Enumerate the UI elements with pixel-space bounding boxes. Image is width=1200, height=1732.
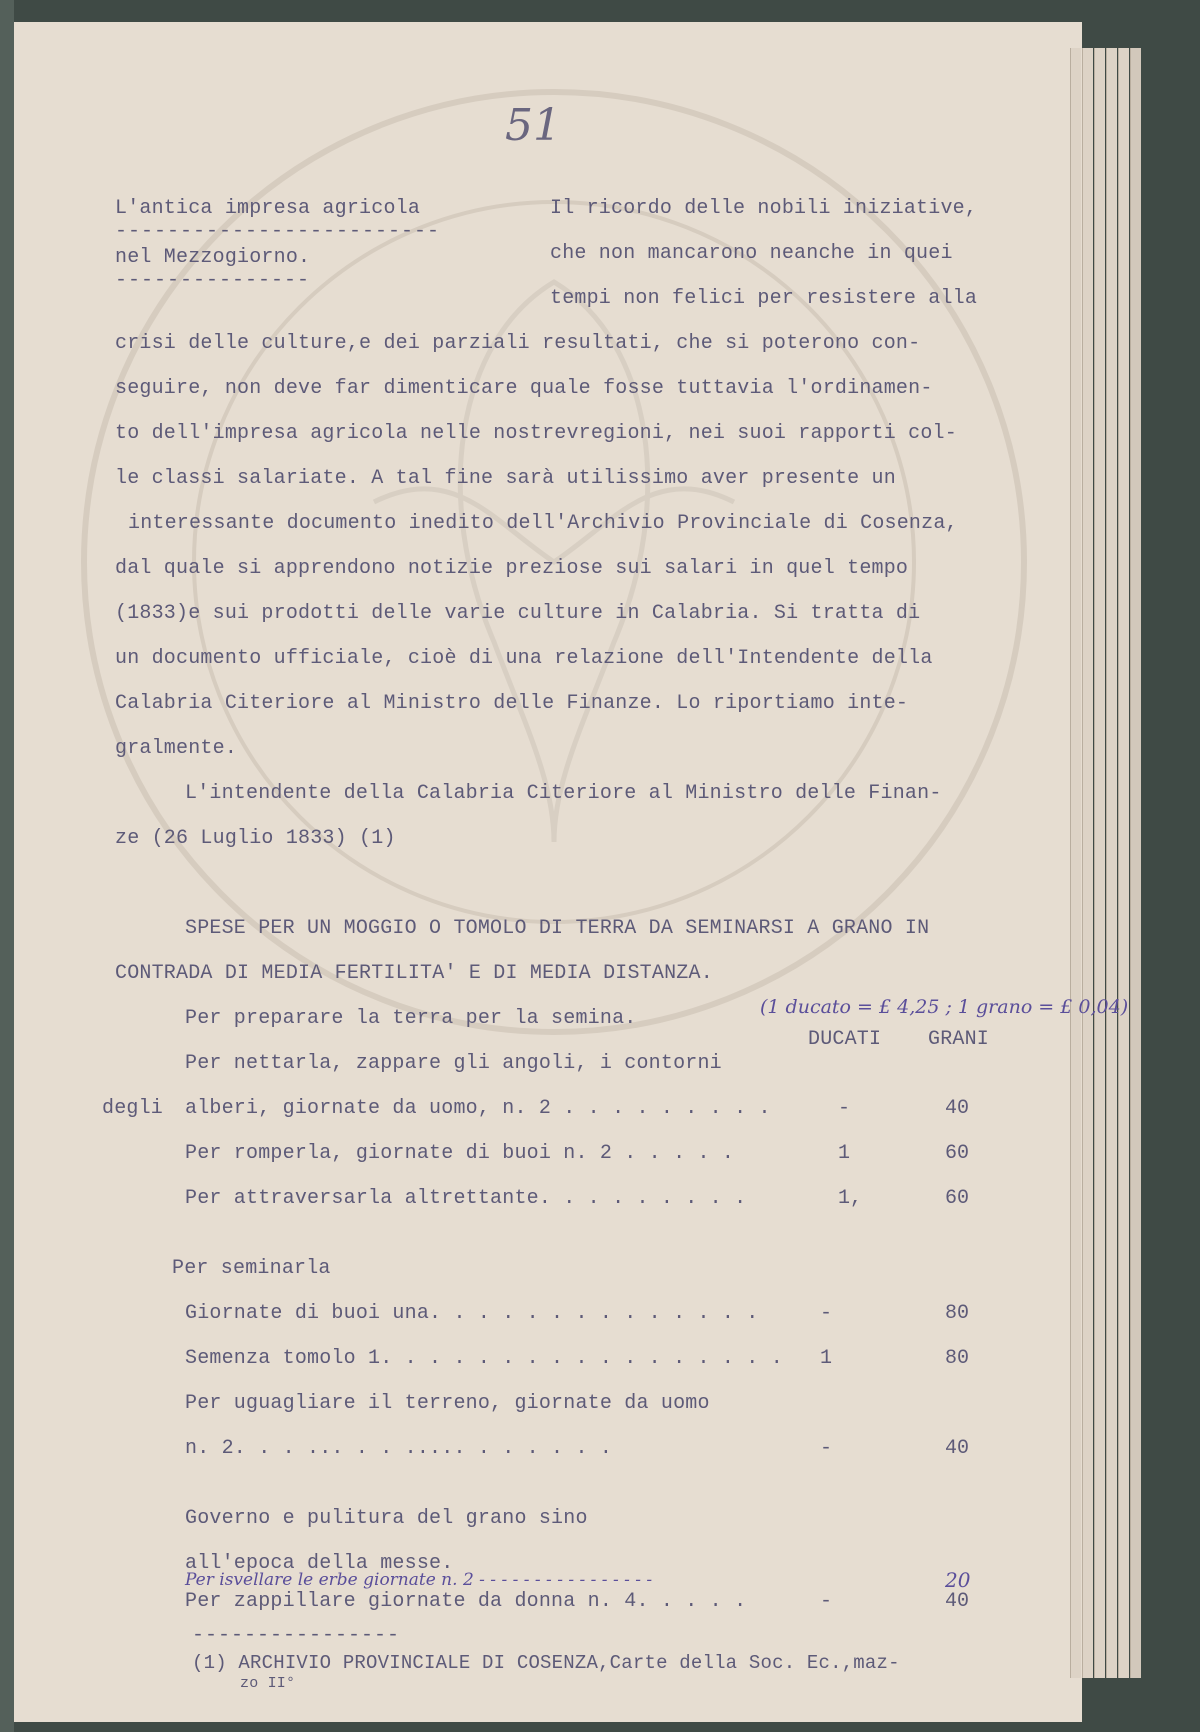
paragraph-line: un documento ufficiale, cioè di una relazione dell'Intendente della [115,647,933,670]
table-row-text: Per seminarla [172,1257,331,1280]
table-row-ducati: - [820,1590,833,1613]
footnote-rule: ---------------- [192,1624,401,1647]
table-row-text: all'epoca della messe. [185,1552,454,1575]
table-row-text: n. 2. . . ... . . ..... . . . . . . [185,1437,613,1460]
header-line-1: L'antica impresa agricola [115,197,421,220]
header-underline-1: ------------------------- [115,220,441,243]
paragraph-line: Calabria Citeriore al Ministro delle Finanze. Lo riportiamo inte- [115,692,909,715]
header-underline-2: --------------- [115,269,311,292]
paragraph-line: gralmente. [115,737,238,760]
page-edge [1070,48,1081,1678]
table-row-prefix: degli [102,1097,164,1120]
table-row-text: Per attraversarla altrettante. . . . . . . . . [185,1187,747,1210]
header-line-2: nel Mezzogiorno. [115,246,311,269]
table-row-grani: 40 [945,1097,970,1120]
table-row-text: Per nettarla, zappare gli angoli, i contorni [185,1052,722,1075]
paragraph-line: interessante documento inedito dell'Archivio Provinciale di Cosenza, [128,512,958,535]
paragraph-line: (1833)e sui prodotti delle varie culture in Calabria. Si tratta di [115,602,921,625]
table-row-grani: 60 [945,1187,970,1210]
table-row-ducati: - [820,1302,833,1325]
paragraph-line: che non mancarono neanche in quei [550,242,953,265]
table-row-text: Semenza tomolo 1. . . . . . . . . . . . . . . . . [185,1347,783,1370]
paragraph-line: dal quale si apprendono notizie preziose sui salari in quel tempo [115,557,909,580]
handwritten-row-grani: 20 [945,1568,971,1592]
section-title-line: SPESE PER UN MOGGIO O TOMOLO DI TERRA DA SEMINARSI A GRANO IN [185,917,930,940]
page-number: 51 [505,100,561,151]
page-edge [1118,48,1129,1678]
paragraph-line: to dell'impresa agricola nelle nostrevregioni, nei suoi rapporti col- [115,422,957,445]
footnote: (1) ARCHIVIO PROVINCIALE DI COSENZA,Carte della Soc. Ec.,maz- [192,1652,900,1674]
table-row-text: Per zappillare giornate da donna n. 4. . . . . [185,1590,747,1613]
intro-line: ze (26 Luglio 1833) (1) [115,827,396,850]
section-title-line: CONTRADA DI MEDIA FERTILITA' E DI MEDIA DISTANZA. [115,962,713,985]
table-row-text: Per uguagliare il terreno, giornate da uomo [185,1392,710,1415]
table-row-ducati: 1 [820,1347,833,1370]
prepare-label: Per preparare la terra per la semina. [185,1007,637,1030]
table-row-grani: 60 [945,1142,970,1165]
table-row-grani: 80 [945,1347,970,1370]
table-row-text: Governo e pulitura del grano sino [185,1507,588,1530]
table-row-ducati: - [820,1437,833,1460]
column-header-ducati: DUCATI [808,1028,882,1051]
table-row-ducati: 1 [838,1142,851,1165]
table-row-grani: 40 [945,1437,970,1460]
page-edge [1130,48,1141,1678]
binding-edge [0,0,14,1732]
paragraph-line: crisi delle culture,e dei parziali resultati, che si poterono con- [115,332,921,355]
table-row-grani: 80 [945,1302,970,1325]
footnote-continuation: zo II° [240,1675,296,1692]
page-edge [1106,48,1117,1678]
table-row-text: Giornate di buoi una. . . . . . . . . . . . . . [185,1302,759,1325]
handwritten-row: Per isvellare le erbe giornate n. 2 - - - - - - - - - - - - - - - - [185,1570,653,1590]
intro-line: L'intendente della Calabria Citeriore al Ministro delle Finan- [185,782,942,805]
table-row-ducati: 1, [838,1187,863,1210]
table-row-text: alberi, giornate da uomo, n. 2 . . . . . . . . . [185,1097,771,1120]
column-header-grani: GRANI [928,1028,990,1051]
page-edge [1082,48,1093,1678]
table-row-text: Per romperla, giornate di buoi n. 2 . . . . . [185,1142,735,1165]
table-row-ducati: - [838,1097,851,1120]
page-edge [1094,48,1105,1678]
conversion-note: (1 ducato = £ 4,25 ; 1 grano = £ 0,04) [760,996,1129,1018]
table-row-grani: 40 [945,1590,970,1613]
paragraph-line: Il ricordo delle nobili iniziative, [550,197,978,220]
paragraph-line: le classi salariate. A tal fine sarà utilissimo aver presente un [115,467,896,490]
paragraph-line: tempi non felici per resistere alla [550,287,978,310]
paragraph-line: seguire, non deve far dimenticare quale fosse tuttavia l'ordinamen- [115,377,933,400]
